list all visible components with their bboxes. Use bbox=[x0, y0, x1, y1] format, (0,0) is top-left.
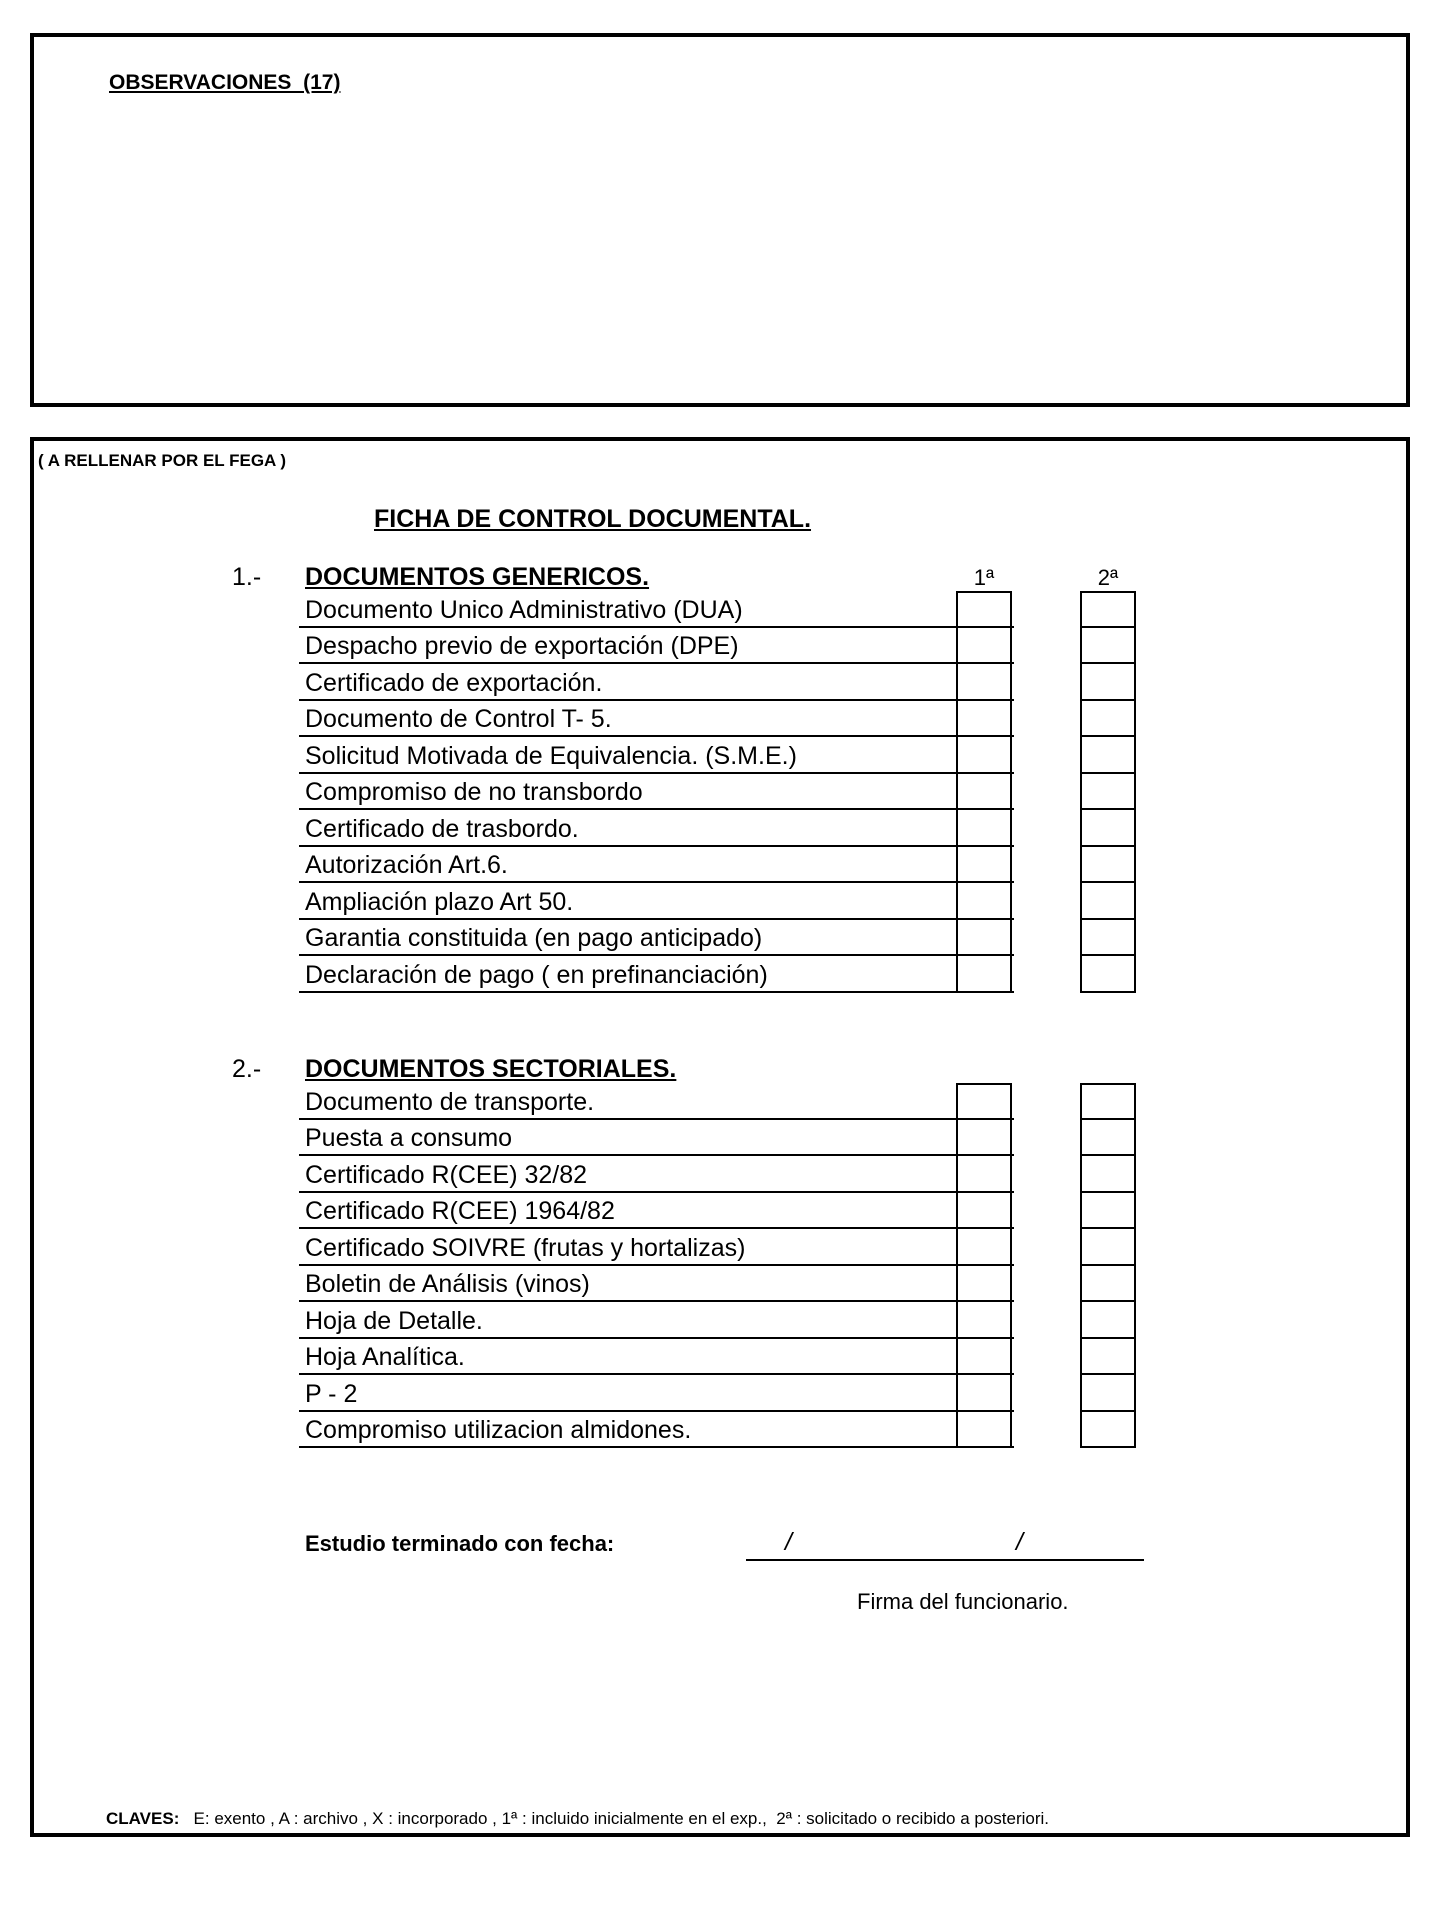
document-row bbox=[299, 1302, 1014, 1339]
document-label: Certificado de trasbordo. bbox=[305, 814, 579, 843]
column-head-1: 1ª bbox=[973, 565, 995, 590]
section2-number: 2.- bbox=[232, 1055, 262, 1083]
checkbox-first[interactable] bbox=[956, 1412, 1012, 1449]
fega-control-box bbox=[30, 437, 1410, 1837]
checkbox-first[interactable] bbox=[956, 920, 1012, 957]
document-label: Documento de transporte. bbox=[305, 1087, 595, 1116]
checkbox-first[interactable] bbox=[956, 1302, 1012, 1339]
checkbox-second[interactable] bbox=[1080, 1266, 1136, 1303]
firma-label: Firma del funcionario. bbox=[857, 1589, 1069, 1614]
document-row bbox=[299, 1266, 1014, 1303]
checkbox-first[interactable] bbox=[956, 737, 1012, 774]
checkbox-second[interactable] bbox=[1080, 774, 1136, 811]
document-label: Certificado de exportación. bbox=[305, 668, 603, 697]
checkbox-second[interactable] bbox=[1080, 1302, 1136, 1339]
checkbox-second[interactable] bbox=[1080, 1083, 1136, 1120]
document-row bbox=[299, 664, 1014, 701]
section1-number: 1.- bbox=[232, 563, 262, 591]
document-row bbox=[299, 883, 1014, 920]
checkbox-first[interactable] bbox=[956, 810, 1012, 847]
checkbox-first[interactable] bbox=[956, 1375, 1012, 1412]
checkbox-first[interactable] bbox=[956, 1339, 1012, 1376]
document-row bbox=[299, 1083, 1014, 1120]
document-row bbox=[299, 1193, 1014, 1230]
date-separator-2: / bbox=[1016, 1528, 1023, 1556]
checkbox-first[interactable] bbox=[956, 1193, 1012, 1230]
document-label: Compromiso utilizacion almidones. bbox=[305, 1416, 692, 1444]
checkbox-first[interactable] bbox=[956, 628, 1012, 665]
checkbox-second[interactable] bbox=[1080, 701, 1136, 738]
section2-title: DOCUMENTOS SECTORIALES. bbox=[305, 1055, 677, 1083]
checkbox-first[interactable] bbox=[956, 1266, 1012, 1303]
date-field-line[interactable] bbox=[746, 1559, 1144, 1561]
checkbox-second[interactable] bbox=[1080, 737, 1136, 774]
document-label: Ampliación plazo Art 50. bbox=[305, 887, 574, 916]
checkbox-second[interactable] bbox=[1080, 920, 1136, 957]
fega-note: ( A RELLENAR POR EL FEGA ) bbox=[38, 451, 287, 470]
observaciones-box bbox=[30, 33, 1410, 407]
document-row bbox=[299, 774, 1014, 811]
document-row bbox=[299, 920, 1014, 957]
document-row bbox=[299, 810, 1014, 847]
document-row bbox=[299, 628, 1014, 665]
document-label: Declaración de pago ( en prefinanciación) bbox=[305, 960, 768, 989]
checkbox-second[interactable] bbox=[1080, 1120, 1136, 1157]
checkbox-first[interactable] bbox=[956, 774, 1012, 811]
document-label: Certificado R(CEE) 32/82 bbox=[305, 1160, 588, 1189]
checkbox-second[interactable] bbox=[1080, 628, 1136, 665]
claves-text: E: exento , A : archivo , X : incorporado , 1ª : incluido inicialmente en el exp., 2ª : solicitado o recibido a posteriori. bbox=[193, 1809, 1050, 1828]
document-row bbox=[299, 701, 1014, 738]
checkbox-second[interactable] bbox=[1080, 1156, 1136, 1193]
column-head-2: 2ª bbox=[1097, 565, 1119, 590]
checkbox-first[interactable] bbox=[956, 956, 1012, 993]
document-label: Compromiso de no transbordo bbox=[305, 778, 643, 806]
checkbox-first[interactable] bbox=[956, 664, 1012, 701]
checkbox-first[interactable] bbox=[956, 1229, 1012, 1266]
document-row bbox=[299, 1156, 1014, 1193]
document-label: Hoja Analítica. bbox=[305, 1343, 465, 1371]
document-row bbox=[299, 591, 1014, 628]
checkbox-second[interactable] bbox=[1080, 1193, 1136, 1230]
checkbox-first[interactable] bbox=[956, 701, 1012, 738]
document-label: Documento de Control T- 5. bbox=[305, 705, 612, 733]
document-row bbox=[299, 847, 1014, 884]
checkbox-first[interactable] bbox=[956, 591, 1012, 628]
checkbox-first[interactable] bbox=[956, 1083, 1012, 1120]
checkbox-second[interactable] bbox=[1080, 1339, 1136, 1376]
document-label: Boletin de Análisis (vinos) bbox=[305, 1270, 590, 1298]
ficha-title: FICHA DE CONTROL DOCUMENTAL. bbox=[374, 505, 812, 533]
checkbox-first[interactable] bbox=[956, 847, 1012, 884]
checkbox-second[interactable] bbox=[1080, 883, 1136, 920]
document-row bbox=[299, 956, 1014, 993]
checkbox-first[interactable] bbox=[956, 1156, 1012, 1193]
document-label: Certificado R(CEE) 1964/82 bbox=[305, 1197, 615, 1225]
checkbox-second[interactable] bbox=[1080, 1229, 1136, 1266]
claves-legend bbox=[106, 1809, 1049, 1829]
document-label: Solicitud Motivada de Equivalencia. (S.M.E.) bbox=[305, 741, 797, 770]
checkbox-second[interactable] bbox=[1080, 1412, 1136, 1449]
document-label: Despacho previo de exportación (DPE) bbox=[305, 632, 739, 660]
checkbox-second[interactable] bbox=[1080, 847, 1136, 884]
document-label: Certificado SOIVRE (frutas y hortalizas) bbox=[305, 1233, 746, 1262]
checkbox-second[interactable] bbox=[1080, 591, 1136, 628]
document-row bbox=[299, 1412, 1014, 1449]
document-label: Garantia constituida (en pago anticipado) bbox=[305, 924, 763, 952]
date-separator-1: / bbox=[785, 1528, 792, 1556]
document-label: Puesta a consumo bbox=[305, 1124, 513, 1152]
document-row bbox=[299, 1375, 1014, 1412]
document-label: Documento Unico Administrativo (DUA) bbox=[305, 595, 743, 624]
document-row bbox=[299, 1120, 1014, 1157]
document-label: P - 2 bbox=[305, 1379, 358, 1408]
checkbox-second[interactable] bbox=[1080, 956, 1136, 993]
checkbox-second[interactable] bbox=[1080, 664, 1136, 701]
checkbox-second[interactable] bbox=[1080, 810, 1136, 847]
checkbox-second[interactable] bbox=[1080, 1375, 1136, 1412]
document-label: Autorización Art.6. bbox=[305, 851, 508, 879]
estudio-label: Estudio terminado con fecha: bbox=[305, 1531, 615, 1556]
checkbox-first[interactable] bbox=[956, 883, 1012, 920]
section1-title: DOCUMENTOS GENERICOS. bbox=[305, 563, 650, 591]
document-row bbox=[299, 1339, 1014, 1376]
checkbox-first[interactable] bbox=[956, 1120, 1012, 1157]
document-label: Hoja de Detalle. bbox=[305, 1306, 483, 1335]
document-row bbox=[299, 1229, 1014, 1266]
observaciones-title: OBSERVACIONES (17) bbox=[109, 71, 341, 94]
claves-label: CLAVES: bbox=[106, 1809, 180, 1828]
document-row bbox=[299, 737, 1014, 774]
